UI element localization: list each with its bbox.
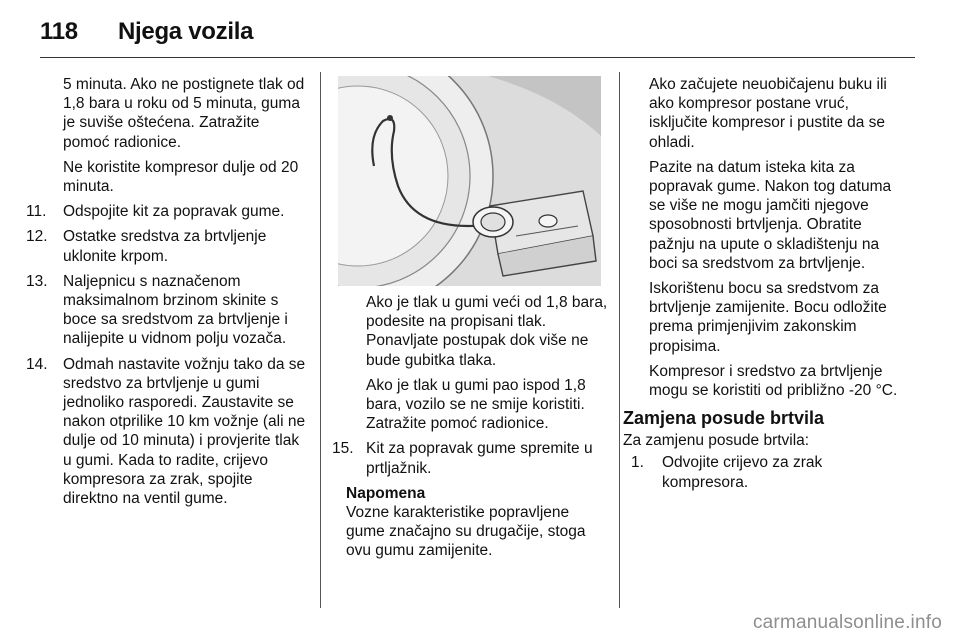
- paragraph: Ako je tlak u gumi pao ispod 1,8 bara, vozilo se ne smije koristiti. Zatražite pomoć radionice.: [366, 376, 586, 433]
- list-text: Odmah nastavite vožnju tako da se sredstvo za brtvljenje u gumi jednoliko rasporedi. Zaustavite se nakon otprilike 10 km vožnje (ali ne dulje od 10 minuta) i provjerite tlak u gumi. Kada to radite, crijevo kompresora za zrak, spojite direktno na ventil gume.: [63, 355, 306, 508]
- column-2: [332, 293, 608, 561]
- list-item: [13, 227, 309, 265]
- list-item: [620, 453, 910, 491]
- list-item: [13, 202, 309, 221]
- note-title: Napomena: [346, 484, 426, 502]
- list-number: 14.: [26, 355, 48, 373]
- column-1: [13, 75, 309, 514]
- list-number: 13.: [26, 272, 48, 290]
- page-header: [0, 0, 960, 62]
- paragraph: Ako je tlak u gumi veći od 1,8 bara, podesite na propisani tlak. Ponavljate postupak dok više ne bude gubitka tlaka.: [366, 294, 608, 369]
- compressor-illustration: [338, 76, 601, 286]
- list-text: Kit za popravak gume spremite u prtljažnik.: [366, 440, 593, 477]
- list-item: [13, 355, 309, 509]
- page-number: 118: [40, 18, 78, 45]
- column-3: [620, 75, 910, 498]
- list-number: 11.: [26, 203, 47, 221]
- note-box: [332, 484, 608, 561]
- watermark: carmanualsonline.info: [752, 612, 942, 633]
- list-text: Odspojite kit za popravak gume.: [63, 203, 285, 221]
- paragraph: Kompresor i sredstvo za brtvljenje mogu se koristiti od približno -20 °C.: [649, 362, 898, 400]
- paragraph: Ako začujete neuobičajenu buku ili ako kompresor postane vruć, isključite kompresor i pustite da se ohladi.: [649, 76, 887, 151]
- chapter-title: Njega vozila: [118, 18, 254, 45]
- paragraph: Pazite na datum isteka kita za popravak gume. Nakon tog datuma se više ne mogu jamčiti njegove sposobnosti brtvljenja. Obratite pažnju na upute o skladištenju na boci sa sredstvom za brtvljenje.: [649, 158, 892, 272]
- list-item: [13, 272, 309, 349]
- list-number: 12.: [26, 228, 48, 246]
- header-rule: [40, 57, 915, 58]
- paragraph: Iskorištenu bocu sa sredstvom za brtvljenje zamijenite. Bocu odložite prema primjenjivim zakonskim propisima.: [649, 280, 887, 355]
- list-text: Naljepnicu s naznačenom maksimalnom brzinom skinite s boce sa sredstvom za brtvljenje i nalijepite u vidnom polju vozača.: [63, 272, 288, 348]
- list-number: 1.: [631, 454, 644, 472]
- section-title: Zamjena posude brtvila: [623, 408, 825, 429]
- tire-compressor-image: [338, 76, 601, 286]
- list-text: Ostatke sredstva za brtvljenje uklonite krpom.: [63, 228, 267, 265]
- section-intro: Za zamjenu posude brtvila:: [623, 432, 810, 450]
- list-text: Odvojite crijevo za zrak kompresora.: [662, 454, 823, 491]
- list-number: 15.: [332, 440, 354, 458]
- note-text: Vozne karakteristike popravljene gume značajno su drugačije, stoga ovu gumu zamijenite.: [346, 504, 586, 560]
- list-item: [332, 439, 608, 477]
- paragraph: 5 minuta. Ako ne postignete tlak od 1,8 bara u roku od 5 minuta, guma je suviše oštećena. Zatražite pomoć radionice.: [63, 76, 305, 151]
- paragraph: Ne koristite kompresor dulje od 20 minuta.: [63, 158, 299, 196]
- column-divider-left: [320, 72, 321, 608]
